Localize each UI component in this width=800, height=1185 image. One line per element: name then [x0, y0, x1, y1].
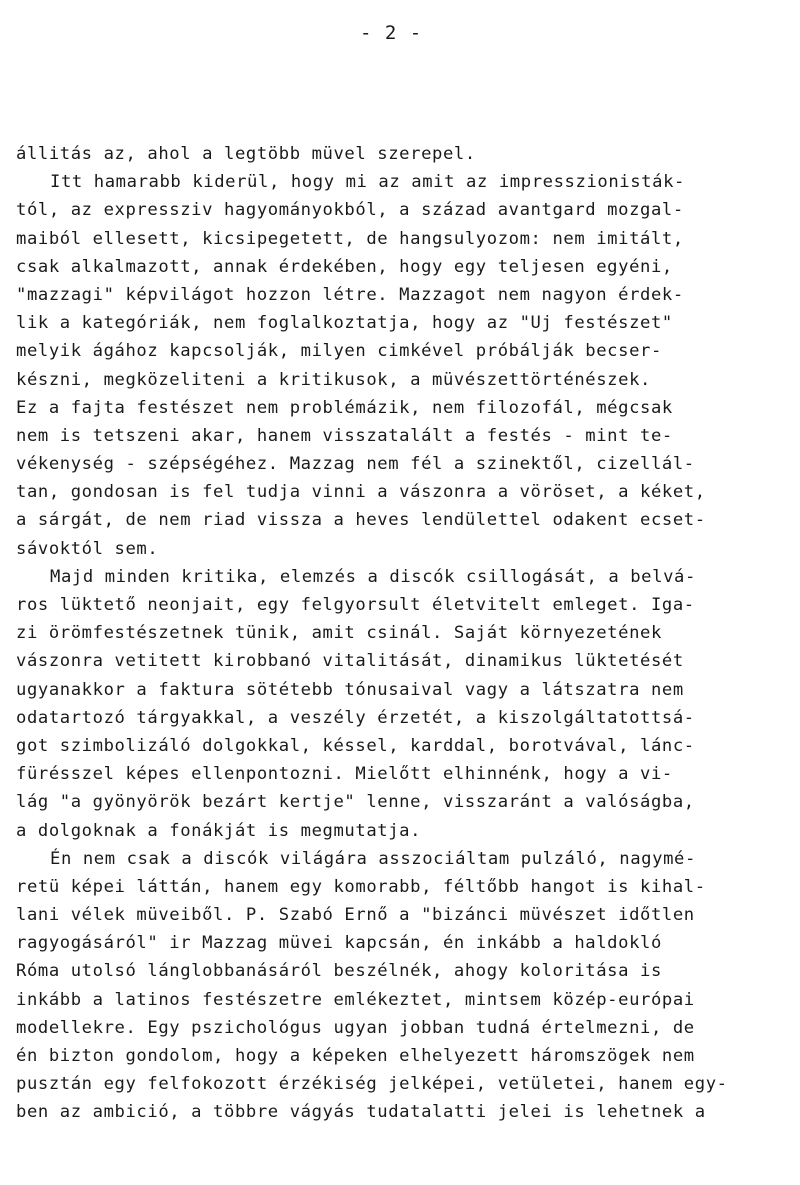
text-line: modellekre. Egy pszichológus ugyan jobban tudná értelmezni, de	[16, 1017, 695, 1038]
body-text	[16, 140, 786, 1127]
text-line: csak alkalmazott, annak érdekében, hogy egy teljesen egyéni,	[16, 256, 673, 277]
text-line: Ez a fajta festészet nem problémázik, nem filozofál, mégcsak	[16, 397, 673, 418]
text-line: készni, megközeliteni a kritikusok, a müvészettörténészek.	[16, 369, 651, 390]
text-line: a dolgoknak a fonákját is megmutatja.	[16, 820, 422, 841]
text-line: retü képei láttán, hanem egy komorabb, féltőbb hangot is kihal-	[16, 876, 706, 897]
text-line: tan, gondosan is fel tudja vinni a vászonra a vöröset, a kéket,	[16, 482, 706, 503]
text-line: Itt hamarabb kiderül, hogy mi az amit az impresszionisták-	[50, 172, 685, 193]
text-line: sávoktól sem.	[16, 538, 159, 559]
text-line: lani vélek müveiből. P. Szabó Ernő a "bizánci müvészet időtlen	[16, 905, 695, 926]
text-line: fürésszel képes ellenpontozni. Mielőtt elhinnénk, hogy a vi-	[16, 764, 673, 785]
text-line: vékenység - szépségéhez. Mazzag nem fél a szinektől, cizellál-	[16, 454, 695, 475]
text-line: pusztán egy felfokozott érzékiség jelképei, vetületei, hanem egy-	[16, 1074, 728, 1095]
text-line: nem is tetszeni akar, hanem visszatalált a festés - mint te-	[16, 425, 673, 446]
page-number: - 2 -	[360, 22, 423, 44]
text-line: ugyanakkor a faktura sötétebb tónusaival vagy a látszatra nem	[16, 679, 684, 700]
text-line: ben az ambició, a többre vágyás tudatalatti jelei is lehetnek a	[16, 1102, 706, 1123]
text-line: ros lüktető neonjait, egy felgyorsult életvitelt emleget. Iga-	[16, 595, 695, 615]
text-line: "mazzagi" képvilágot hozzon létre. Mazzagot nem nagyon érdek-	[16, 284, 684, 305]
text-line: odatartozó tárgyakkal, a veszély érzetét, a kiszolgáltatottsá-	[16, 707, 695, 728]
text-line: tól, az expressziv hagyományokból, a század avantgard mozgal-	[16, 200, 684, 221]
text-line: lik a kategóriák, nem foglalkoztatja, hogy az "Uj festészet"	[16, 313, 673, 334]
text-line: a sárgát, de nem riad vissza a heves lendülettel odakent ecset-	[16, 510, 706, 531]
text-line: állitás az, ahol a legtöbb müvel szerepel.	[16, 144, 476, 164]
text-line: inkább a latinos festészetre emlékeztet, mintsem közép-európai	[16, 989, 695, 1010]
text-line: Majd minden kritika, elemzés a discók csillogását, a belvá-	[50, 566, 696, 587]
text-line: got szimbolizáló dolgokkal, késsel, karddal, borotvával, lánc-	[16, 735, 695, 756]
text-line: melyik ágához kapcsolják, milyen cimkével próbálják becser-	[16, 341, 662, 362]
text-line: én bizton gondolom, hogy a képeken elhelyezett háromszögek nem	[16, 1046, 695, 1066]
text-line: ragyogásáról" ir Mazzag müvei kapcsán, én inkább a haldokló	[16, 933, 662, 954]
text-line: zi örömfestészetnek tünik, amit csinál. Saját környezetének	[16, 623, 662, 644]
text-line: maiból ellesett, kicsipegetett, de hangsulyozom: nem imitált,	[16, 228, 684, 249]
text-line: Róma utolsó lánglobbanásáról beszélnék, ahogy koloritása is	[16, 961, 662, 982]
text-line: vászonra vetitett kirobbanó vitalitását, dinamikus lüktetését	[16, 651, 684, 672]
text-line: Én nem csak a discók világára asszociáltam pulzáló, nagymé-	[50, 848, 696, 869]
text-line: lág "a gyönyörök bezárt kertje" lenne, visszaránt a valóságba,	[16, 792, 695, 813]
